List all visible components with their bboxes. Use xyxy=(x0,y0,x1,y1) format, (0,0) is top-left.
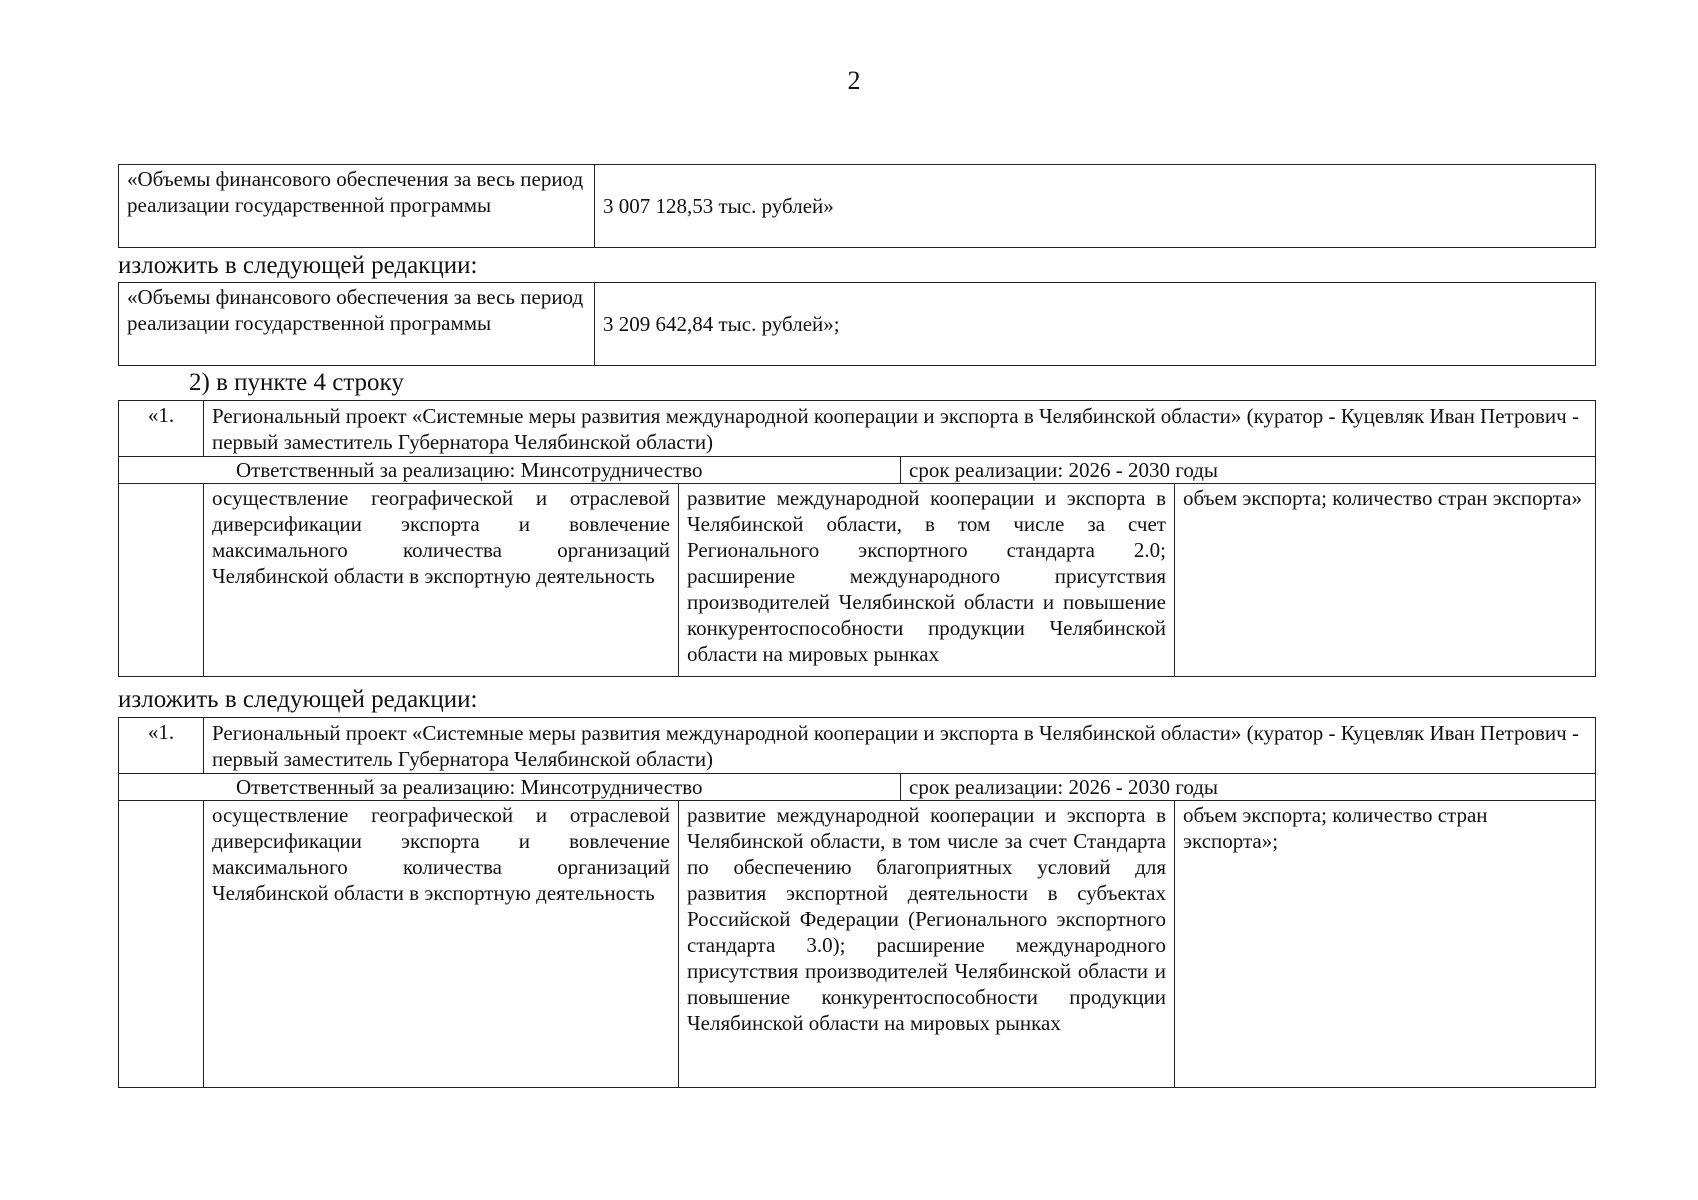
page-number: 2 xyxy=(847,66,861,95)
term-cell: срок реализации: 2026 - 2030 годы xyxy=(901,774,1596,801)
financing-label-cell: «Объемы финансового обеспечения за весь период реализации государственной программы xyxy=(119,165,595,248)
new-project-table xyxy=(118,717,1596,1088)
table-row xyxy=(119,165,1596,248)
task-cell: осуществление географической и отраслевой диверсификации экспорта и вовлечение максимального количества организаций Челябинской области в экспортную деятельность xyxy=(204,801,679,1088)
table-row xyxy=(119,801,1596,1088)
effects-cell: развитие международной кооперации и экспорта в Челябинской области, в том числе за счет Регионального экспортного стандарта 2.0; расширение международного присутствия производителей Челябинской области и повышение конкурентоспособности продукции Челябинской области на мировых рынках xyxy=(679,484,1175,677)
responsible-cell: Ответственный за реализацию: Минсотрудничество xyxy=(119,457,901,484)
old-project-table xyxy=(118,400,1596,677)
financing-value-cell: 3 209 642,84 тыс. рублей»; xyxy=(595,283,1596,366)
empty-cell xyxy=(119,484,204,677)
indicators-cell: объем экспорта; количество стран экспорта» xyxy=(1175,484,1596,677)
effects-cell: развитие международной кооперации и экспорта в Челябинской области, в том числе за счет Стандарта по обеспечению благоприятных условий для развития экспортной деятельности в субъектах Российской Федерации (Регионального экспортного стандарта 3.0); расширение международного присутствия производителей Челябинской области и повышение конкурентоспособности продукции Челябинской области на мировых рынках xyxy=(679,801,1175,1088)
section-heading: изложить в следующей редакции: xyxy=(118,252,478,279)
row-number-cell: «1. xyxy=(119,718,204,774)
row-number-cell: «1. xyxy=(119,401,204,457)
table-row xyxy=(119,484,1596,677)
project-title-cell: Региональный проект «Системные меры развития международной кооперации и экспорта в Челябинской области» (куратор - Куцевляк Иван Петрович - первый заместитель Губернатора Челябинской области) xyxy=(204,401,1596,457)
indicators-cell: объем экспорта; количество стран экспорта»; xyxy=(1175,801,1596,1088)
table-row xyxy=(119,457,1596,484)
table-row xyxy=(119,774,1596,801)
financing-label-cell: «Объемы финансового обеспечения за весь период реализации государственной программы xyxy=(119,283,595,366)
new-financing-table xyxy=(118,282,1596,366)
section-heading: изложить в следующей редакции: xyxy=(118,686,478,713)
table-row xyxy=(119,401,1596,457)
section-heading: 2) в пункте 4 строку xyxy=(189,369,404,396)
empty-cell xyxy=(119,801,204,1088)
responsible-cell: Ответственный за реализацию: Минсотрудничество xyxy=(119,774,901,801)
task-cell: осуществление географической и отраслевой диверсификации экспорта и вовлечение максимального количества организаций Челябинской области в экспортную деятельность xyxy=(204,484,679,677)
table-row xyxy=(119,283,1596,366)
table-row xyxy=(119,718,1596,774)
old-financing-table xyxy=(118,164,1596,248)
project-title-cell: Региональный проект «Системные меры развития международной кооперации и экспорта в Челябинской области» (куратор - Куцевляк Иван Петрович - первый заместитель Губернатора Челябинской области) xyxy=(204,718,1596,774)
financing-value-cell: 3 007 128,53 тыс. рублей» xyxy=(595,165,1596,248)
term-cell: срок реализации: 2026 - 2030 годы xyxy=(901,457,1596,484)
